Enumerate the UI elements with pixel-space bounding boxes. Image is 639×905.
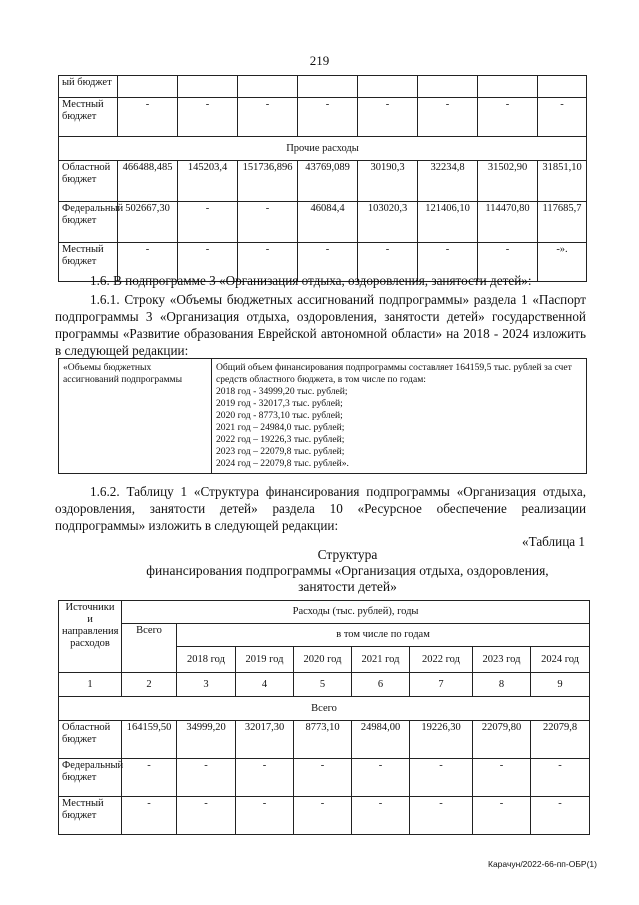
page-number: 219 xyxy=(309,53,330,68)
document-footer: Карачун/2022-66-пп-ОБР(1) xyxy=(488,859,597,869)
passport-line: 2018 год - 34999,20 тыс. рублей; xyxy=(216,386,348,397)
row-label: Областной бюджет xyxy=(59,721,122,759)
section-total: Всего xyxy=(59,697,590,721)
table-cell: - xyxy=(418,243,478,282)
table-cell: 31502,90 xyxy=(478,161,538,202)
structure-title-line: финансирования подпрограммы «Организация отдыха, оздоровления, xyxy=(146,563,549,578)
table-caption: «Таблица 1 xyxy=(522,534,585,549)
column-number: 1 xyxy=(59,673,122,697)
table-cell: - xyxy=(531,759,590,797)
table-cell: - xyxy=(298,98,358,137)
row-label: ый бюджет xyxy=(59,76,118,98)
table-row xyxy=(59,202,587,243)
column-number: 7 xyxy=(410,673,473,697)
table-cell: 502667,30 xyxy=(118,202,178,243)
column-number: 6 xyxy=(352,673,410,697)
table-cell: - xyxy=(352,759,410,797)
passport-line: 2023 год – 22079,8 тыс. рублей; xyxy=(216,446,345,457)
year-header: 2018 год xyxy=(177,647,236,673)
structure-title-line: Структура xyxy=(317,547,378,562)
table-cell: -». xyxy=(538,243,587,282)
financing-structure-table xyxy=(58,600,590,835)
table-row xyxy=(59,137,587,161)
paragraph-1-6-1: 1.6.1. Строку «Объемы бюджетных ассигнований подпрограммы» раздела 1 «Паспорт подпрограммы 3 «Организация отдыха, оздоровления, занятости детей» государственной программы «Развитие образования Еврейской автономной области» на 2018 - 2024 изложить в следующей редакции: xyxy=(55,292,586,358)
row-label: Местный бюджет xyxy=(59,797,122,835)
table-cell: - xyxy=(238,98,298,137)
table-cell: - xyxy=(358,243,418,282)
table-cell xyxy=(238,76,298,98)
table-cell: - xyxy=(118,98,178,137)
column-number: 8 xyxy=(473,673,531,697)
table-cell: 164159,50 xyxy=(122,721,177,759)
table-cell: - xyxy=(410,797,473,835)
table-cell: - xyxy=(178,243,238,282)
table-cell: - xyxy=(294,759,352,797)
table-cell: 117685,7 xyxy=(538,202,587,243)
year-header: 2022 год xyxy=(410,647,473,673)
table-cell: 151736,896 xyxy=(238,161,298,202)
row-label: Федеральный бюджет xyxy=(59,202,118,243)
table-cell xyxy=(178,76,238,98)
table-cell: - xyxy=(238,202,298,243)
table-cell: - xyxy=(418,98,478,137)
table-row xyxy=(59,161,587,202)
table-cell: 24984,00 xyxy=(352,721,410,759)
top-budget-table xyxy=(58,75,587,282)
sources-header: Источники и направления расходов xyxy=(59,601,122,673)
row-label: Федеральный бюджет xyxy=(59,759,122,797)
table-row xyxy=(59,759,590,797)
table-cell: - xyxy=(478,98,538,137)
column-number: 9 xyxy=(531,673,590,697)
table-cell: - xyxy=(473,759,531,797)
table-cell: - xyxy=(358,98,418,137)
table-cell xyxy=(418,76,478,98)
passport-line: 2020 год - 8773,10 тыс. рублей; xyxy=(216,410,343,421)
table-cell: 22079,80 xyxy=(473,721,531,759)
table-cell: 114470,80 xyxy=(478,202,538,243)
passport-line: 2021 год – 24984,0 тыс. рублей; xyxy=(216,422,345,433)
table-cell xyxy=(298,76,358,98)
table-cell: - xyxy=(122,797,177,835)
table-cell: 32234,8 xyxy=(418,161,478,202)
table-cell: 43769,089 xyxy=(298,161,358,202)
column-number: 4 xyxy=(236,673,294,697)
structure-title-line: занятости детей» xyxy=(298,579,397,594)
table-cell: 8773,10 xyxy=(294,721,352,759)
expenses-header: Расходы (тыс. рублей), годы xyxy=(122,601,590,624)
row-label: Местный бюджет xyxy=(59,98,118,137)
table-cell: - xyxy=(236,759,294,797)
table-cell: - xyxy=(298,243,358,282)
table-cell: 19226,30 xyxy=(410,721,473,759)
table-cell: - xyxy=(531,797,590,835)
table-cell: - xyxy=(118,243,178,282)
table-cell: 121406,10 xyxy=(418,202,478,243)
year-header: 2020 год xyxy=(294,647,352,673)
table-cell: - xyxy=(410,759,473,797)
passport-line: 2022 год – 19226,3 тыс. рублей; xyxy=(216,434,345,445)
table-cell: - xyxy=(178,202,238,243)
table-row xyxy=(59,98,587,137)
table-row xyxy=(59,797,590,835)
passport-line: 2024 год – 22079,8 тыс. рублей». xyxy=(216,458,349,469)
table-cell xyxy=(478,76,538,98)
table-cell: - xyxy=(238,243,298,282)
table-cell: 32017,30 xyxy=(236,721,294,759)
passport-line: Общий объем финансирования подпрограммы составляет 164159,5 тыс. рублей за счет средств областного бюджета, в том числе по годам: xyxy=(216,362,572,385)
table-cell: 22079,8 xyxy=(531,721,590,759)
column-number: 2 xyxy=(122,673,177,697)
table-cell: - xyxy=(294,797,352,835)
table-cell: 30190,3 xyxy=(358,161,418,202)
paragraph-1-6: 1.6. В подпрограмме 3 «Организация отдыха, оздоровления, занятости детей»: xyxy=(90,273,532,288)
table-cell: 34999,20 xyxy=(177,721,236,759)
structure-title xyxy=(55,547,639,595)
table-cell: 31851,10 xyxy=(538,161,587,202)
passport-box xyxy=(58,358,587,474)
year-header: 2024 год xyxy=(531,647,590,673)
year-header: 2021 год xyxy=(352,647,410,673)
table-cell xyxy=(538,76,587,98)
table-cell xyxy=(118,76,178,98)
table-row xyxy=(59,721,590,759)
year-header: 2019 год xyxy=(236,647,294,673)
table-cell: 103020,3 xyxy=(358,202,418,243)
passport-box-label: «Объемы бюджетных ассигнований подпрограммы xyxy=(59,359,212,474)
table-cell: - xyxy=(178,98,238,137)
passport-box-content xyxy=(212,359,587,474)
row-label: Областной бюджет xyxy=(59,161,118,202)
paragraph-1-6-2: 1.6.2. Таблицу 1 «Структура финансирования подпрограммы «Организация отдыха, оздоровления, занятости детей» раздела 10 «Ресурсное обеспечение реализации подпрограммы» изложить в следующей редакции: xyxy=(55,484,586,533)
total-header: Всего xyxy=(122,624,177,673)
table-cell: - xyxy=(352,797,410,835)
row-label: Местный бюджет xyxy=(59,243,118,282)
table-cell xyxy=(358,76,418,98)
table-cell: 46084,4 xyxy=(298,202,358,243)
year-header: 2023 год xyxy=(473,647,531,673)
table-cell: - xyxy=(538,98,587,137)
column-number: 3 xyxy=(177,673,236,697)
table-cell: - xyxy=(473,797,531,835)
table-cell: - xyxy=(478,243,538,282)
column-number: 5 xyxy=(294,673,352,697)
table-cell: - xyxy=(177,797,236,835)
passport-line: 2019 год - 32017,3 тыс. рублей; xyxy=(216,398,343,409)
table-row xyxy=(59,76,587,98)
table-cell: 466488,485 xyxy=(118,161,178,202)
by-year-header: в том числе по годам xyxy=(177,624,590,647)
table-cell: - xyxy=(177,759,236,797)
table-cell: - xyxy=(122,759,177,797)
table-cell: 145203,4 xyxy=(178,161,238,202)
section-header: Прочие расходы xyxy=(59,137,587,161)
table-cell: - xyxy=(236,797,294,835)
